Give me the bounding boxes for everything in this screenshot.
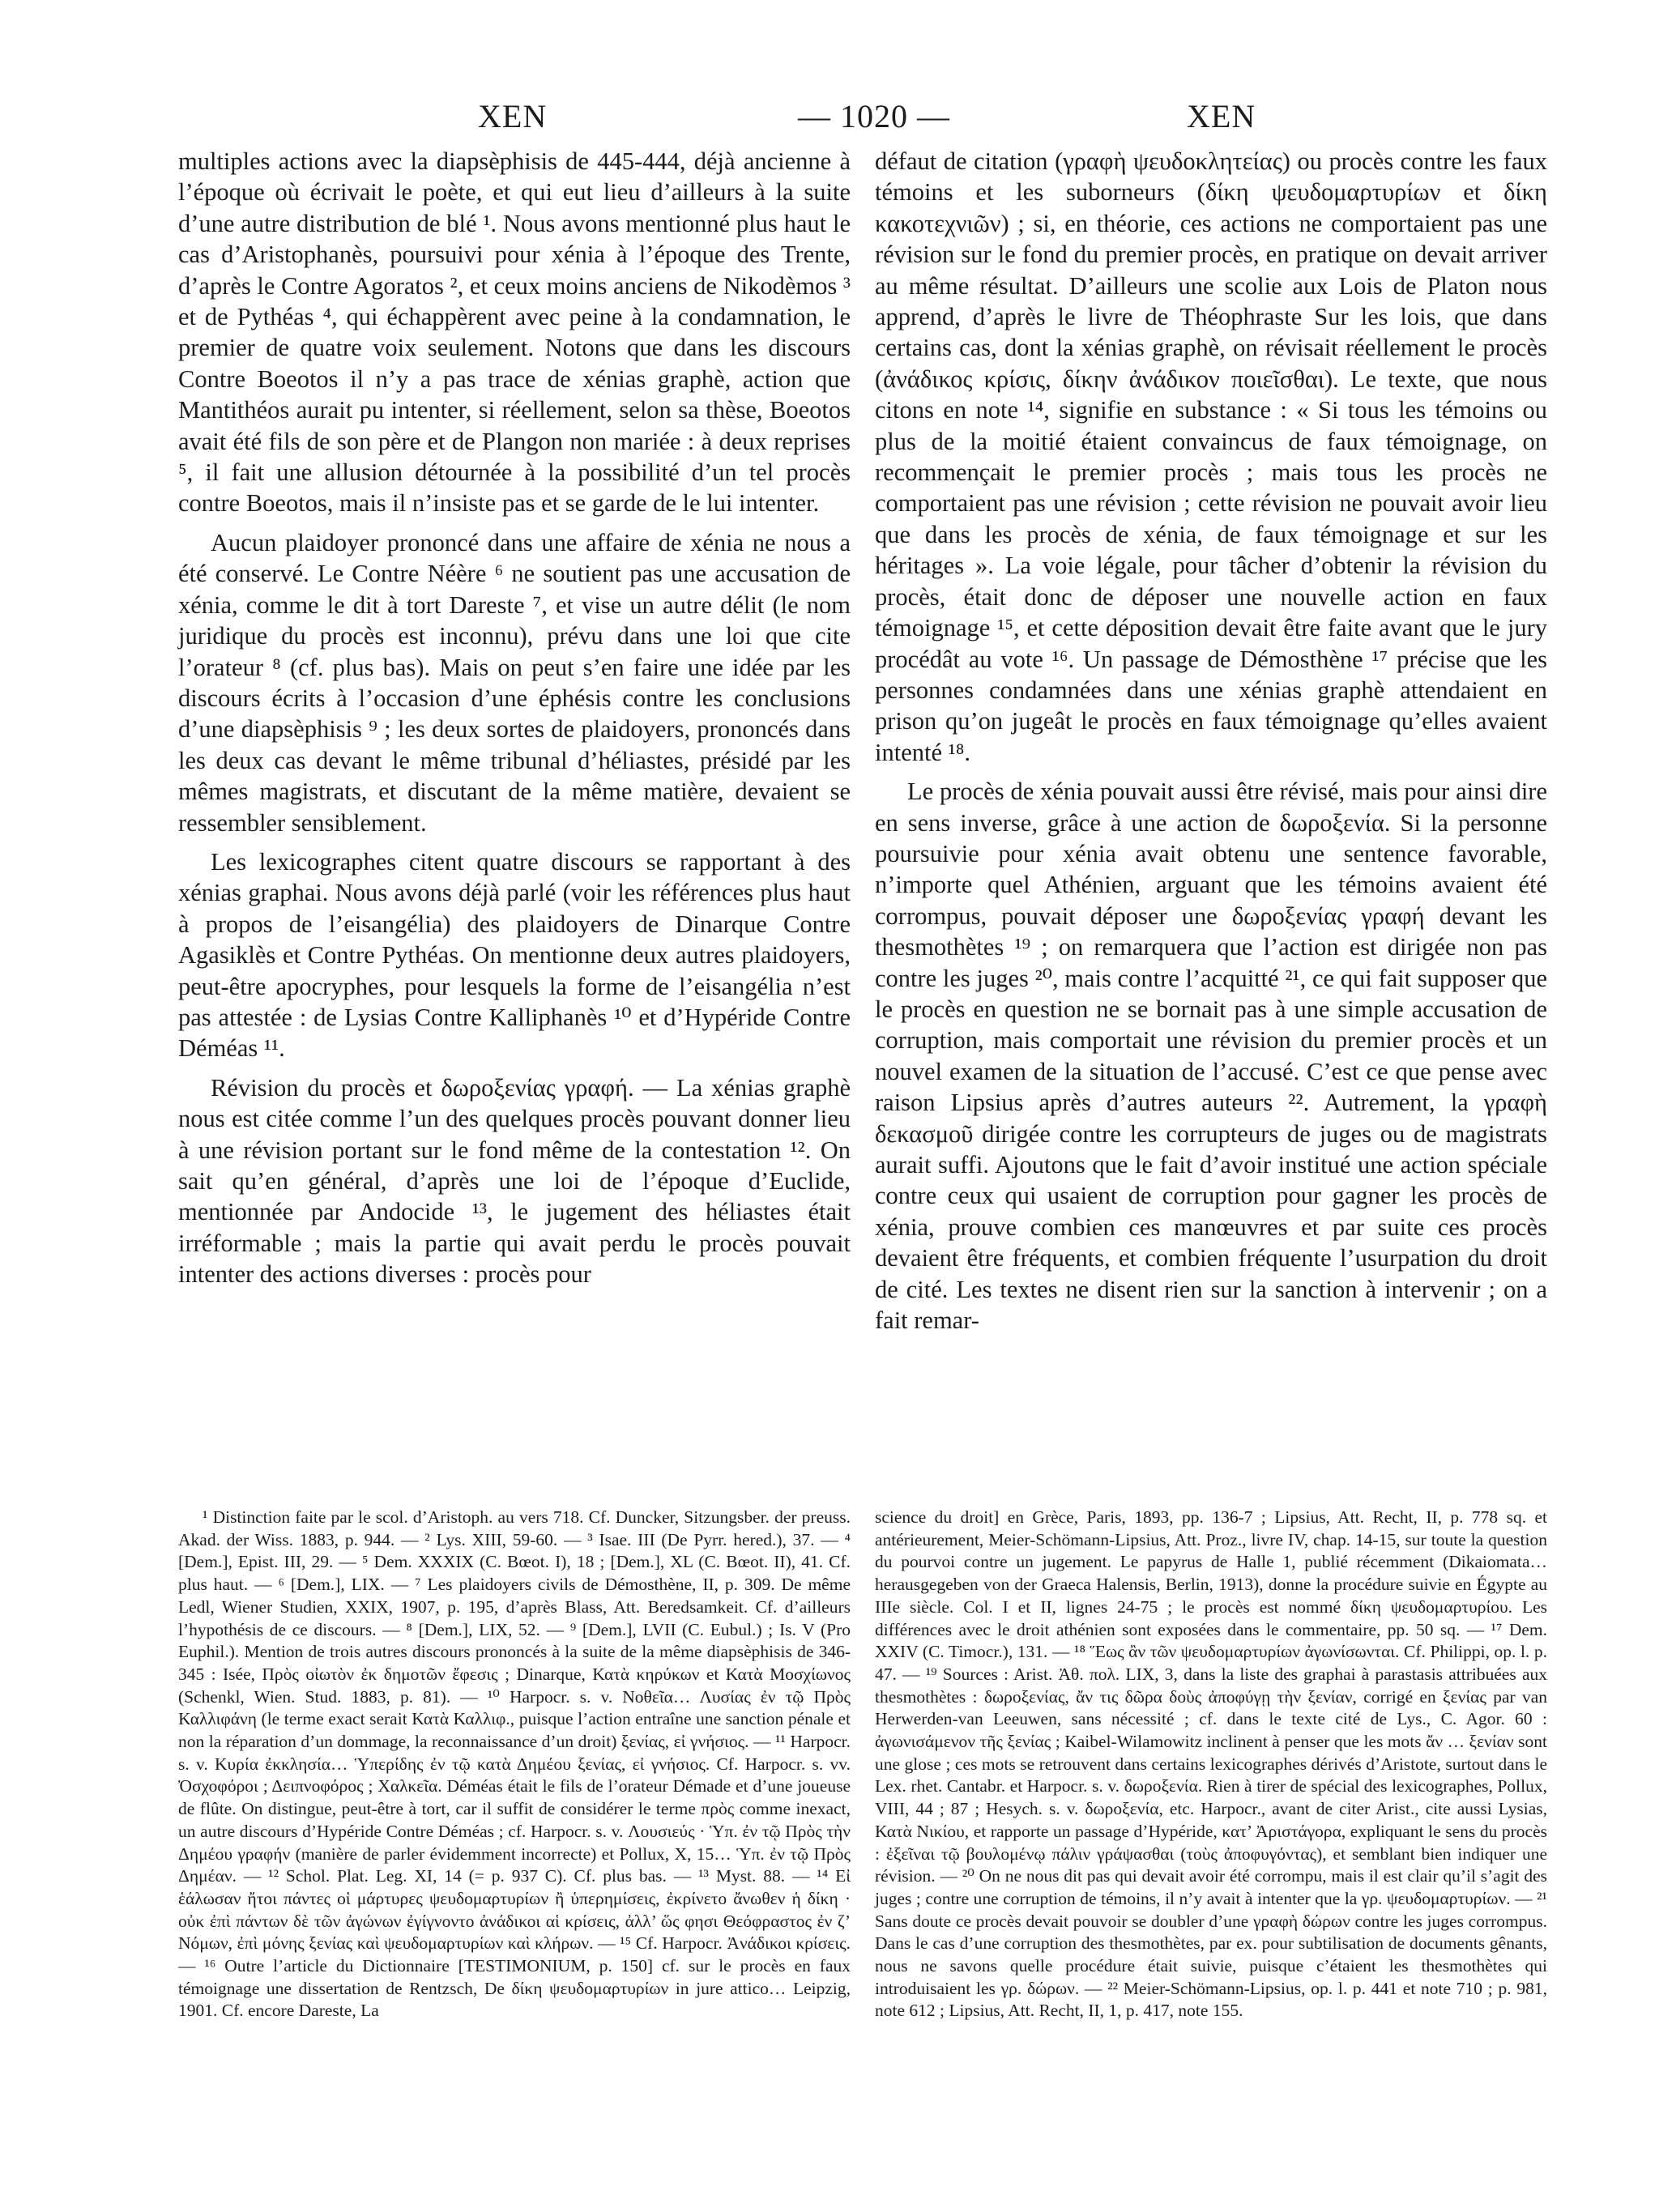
running-head-right: XEN — [1187, 98, 1256, 134]
right-paragraph-2: Le procès de xénia pouvait aussi être révisé, mais pour ainsi dire en sens inverse, grâce à une action de δωροξενία. Si la personne poursuivie pour xénia avait obtenu une sentence favorable, n’importe quel Athénien, arguant que les témoins avaient été corrompus, pouvait déposer une δωροξενίας γραφή devant les thesmothètes ¹⁹ ; on remarquera que l’action est dirigée non pas contre les juges ²⁰, mais contre l’acquitté ²¹, ce qui fait supposer que le procès en question ne se bornait pas à une simple accusation de corruption, mais comportait une révision du premier procès et un nouvel examen de la situation de l’accusé. C’est ce que pense avec raison Lipsius après d’autres auteurs ²². Autrement, la γραφὴ δεκασμοῦ dirigée contre les corrupteurs de juges ou de magistrats aurait suffi. Ajoutons que le fait d’avoir institué une action spéciale contre ceux qui usaient de corruption pour gagner les procès de xénia, prouve combien ces manœuvres et par suite ces procès devaient être fréquents, et combien fréquente l’usurpation du droit de cité. Les textes ne disent rien sur la sanction à intervenir ; on a fait remar- — [875, 778, 1547, 1335]
left-paragraph-4: Révision du procès et δωροξενίας γραφή. — La xénias graphè nous est citée comme l’un des quelques procès pouvant donner lieu à une révision portant sur le fond même de la contestation ¹². On sait qu’en général, d’après une loi de l’époque d’Euclide, mentionnée par Andocide ¹³, le jugement des héliastes était irréformable ; mais la partie qui avait perdu le procès pouvait intenter des actions diverses : procès pour — [178, 1073, 851, 1289]
left-paragraph-1: multiples actions avec la diapsèphisis de 445-444, déjà ancienne à l’époque où écrivait le poète, et qui eut lieu d’ailleurs à la suite d’une autre distribution de blé ¹. Nous avons mentionné plus haut le cas d’Aristophanès, poursuivi pour xénia à l’époque des Trente, d’après le Contre Agoratos ², et ceux moins anciens de Nikodèmos ³ et de Pythéas ⁴, qui échappèrent avec peine à la condamnation, le premier de quatre voix seulement. Notons que dans les discours Contre Boeotos il n’y a pas trace de xénias graphè, action que Mantithéos aurait pu intenter, si réellement, selon sa thèse, Boeotos avait été fils de son père et de Plangon non mariée : à deux reprises ⁵, il fait une allusion détournée à la possibilité d’un tel procès contre Boeotos, mais il n’insiste pas et se garde de le lui intenter. — [178, 147, 851, 518]
left-paragraph-3: Les lexicographes citent quatre discours se rapportant à des xénias graphai. Nous avons déjà parlé (voir les références plus haut à propos de l’eisangélia) des plaidoyers de Dinarque Contre Agasiklès et Contre Pythéas. On mentionne deux autres plaidoyers, peut-être apocryphes, pour lesquels la forme de l’eisangélia n’est pas attestée : de Lysias Contre Kalliphanès ¹⁰ et d’Hypéride Contre Déméas ¹¹. — [178, 847, 851, 1063]
footnotes-right — [875, 1507, 1547, 2022]
left-column — [178, 146, 851, 1298]
footnote-block-left: ¹ Distinction faite par le scol. d’Aristoph. au vers 718. Cf. Duncker, Sitzungsber. der preuss. Akad. der Wiss. 1883, p. 944. — ² Lys. XIII, 59-60. — ³ Isae. III (De Pyrr. hered.), 37. — ⁴ [Dem.], Epist. III, 29. — ⁵ Dem. XXXIX (C. Bœot. I), 18 ; [Dem.], XL (C. Bœot. II), 41. Cf. plus haut. — ⁶ [Dem.], LIX. — ⁷ Les plaidoyers civils de Démosthène, II, p. 309. De même Ledl, Wiener Studien, XXIX, 1907, p. 195, d’après Blass, Att. Beredsamkeit. Cf. d’ailleurs l’hypothésis de ce discours. — ⁸ [Dem.], LIX, 52. — ⁹ [Dem.], LVII (C. Eubul.) ; Is. V (Pro Euphil.). Mention de trois autres discours prononcés à la suite de la même diapsèphisis de 346-345 : Isée, Πρὸς οἰωτὸν ἐκ δημοτῶν ἔφεσις ; Dinarque, Κατὰ κηρύκων et Κατὰ Μοσχίωνος (Schenkl, Wien. Stud. 1883, p. 81). — ¹⁰ Harpocr. s. v. Νοθεῖα… Λυσίας ἐν τῷ Πρὸς Καλλιφάνη (le terme exact serait Κατὰ Καλλιφ., puisque l’action entraîne une sanction pénale et non la réparation d’un dommage, la reconnaissance d’un droit) ξενίας, εἰ γνήσιος. — ¹¹ Harpocr. s. v. Κυρία ἐκκλησία… Ὑπερίδης ἐν τῷ κατὰ Δημέου ξενίας, εἰ γνήσιος. Cf. Harpocr. s. vv. Ὀσχοφόροι ; Δειπνοφόρος ; Χαλκεῖα. Déméas était le fils de l’orateur Démade et d’une joueuse de flûte. On distingue, peut-être à tort, car il suffit de considérer le terme πρὸς comme inexact, un autre discours d’Hypéride Contre Déméas ; cf. Harpocr. s. v. Λουσιεύς · Ὑπ. ἐν τῷ Πρὸς τὴν Δημέου γραφήν (manière de parler évidemment incorrecte) et Pollux, X, 15… Ὑπ. ἐν τῷ Πρὸς Δημέαν. — ¹² Schol. Plat. Leg. XI, 14 (= p. 937 C). Cf. plus bas. — ¹³ Myst. 88. — ¹⁴ Εἰ ἑάλωσαν ἤτοι πάντες οἱ μάρτυρες ψευδομαρτυρίων ἢ ὑπερημίσεις, ἐκρίνετο ἄνωθεν ἡ δίκη · οὐκ ἐπὶ πάντων δὲ τῶν ἀγώνων ἐγίγνοντο ἀνάδικοι αἱ κρίσεις, ἀλλ’ ὥς φησι Θεόφραστος ἐν ζ’ Νόμων, ἐπὶ μόνης ξενίας καὶ ψευδομαρτυρίων καὶ κλήρων. — ¹⁵ Cf. Harpocr. Ἀνάδικοι κρίσεις. — ¹⁶ Outre l’article du Dictionnaire [TESTIMONIUM, p. 150] cf. sur le procès en faux témoignage une dissertation de Rentzsch, De δίκη ψευδομαρτυρίων in jure attico… Leipzig, 1901. Cf. encore Dareste, La — [178, 1507, 851, 2021]
footnotes-left — [178, 1507, 851, 2022]
right-paragraph-1: défaut de citation (γραφὴ ψευδοκλητείας) ou procès contre les faux témoins et les suborneurs (δίκη ψευδομαρτυρίων et δίκη κακοτεχνιῶν) ; si, en théorie, ces actions ne comportaient pas une révision sur le fond du premier procès, en pratique on devait arriver au même résultat. D’ailleurs une scolie aux Lois de Platon nous apprend, d’après le livre de Théophraste Sur les lois, que dans certains cas, dont la xénias graphè, on révisait réellement le procès (ἀνάδικος κρίσις, δίκην ἀνάδικον ποιεῖσθαι). Le texte, que nous citons en note ¹⁴, signifie en substance : « Si tous les témoins ou plus de la moitié étaient convaincus de faux témoignage, on recommençait le premier procès ; mais tous les procès ne comportaient pas une révision ; cette révision ne pouvait avoir lieu que dans les procès de xénia, de faux témoignage et sur les héritages ». La voie légale, pour tâcher d’obtenir la révision du procès, était donc de déposer une nouvelle action en faux témoignage ¹⁵, et cette déposition devait être faite avant que le jury procédât au vote ¹⁶. Un passage de Démosthène ¹⁷ précise que les personnes condamnées dans une xénias graphè attendaient en prison qu’on jugeât le procès en faux témoignage qu’elles avaient intenté ¹⁸. — [875, 147, 1547, 766]
running-head-left: XEN — [478, 98, 548, 134]
page-number: — 1020 — — [798, 98, 950, 134]
footnote-block-right: science du droit] en Grèce, Paris, 1893, pp. 136-7 ; Lipsius, Att. Recht, II, p. 778 sq. et antérieurement, Meier-Schömann-Lipsius, Att. Proz., livre IV, chap. 14-15, sur toute la question du pourvoi contre un jugement. Le papyrus de Halle 1, publié récemment (Dikaiomata… herausgegeben von der Graeca Halensis, Berlin, 1913), donne la procédure suivie en Égypte au IIIe siècle. Col. I et II, lignes 24-75 ; le procès est nommé δίκη ψευδομαρτυρίου. Les différences avec le droit athénien sont exposées dans le commentaire, pp. 50 sq. — ¹⁷ Dem. XXIV (C. Timocr.), 131. — ¹⁸ Ἕως ἂν τῶν ψευδομαρτυρίων ἀγωνίσωνται. Cf. Philippi, op. l. p. 47. — ¹⁹ Sources : Arist. Ἀθ. πολ. LIX, 3, dans la liste des graphai à parastasis attribuées aux thesmothètes : δωροξενίας, ἄν τις δῶρα δοὺς ἀποφύγῃ τὴν ξενίαν, corrigé en ξενίας par van Herwerden-van Leeuwen, sans nécessité ; cf. dans le texte cité de Lys., C. Agor. 60 : ἀγωνισάμενον τῆς ξενίας ; Kaibel-Wilamowitz inclinent à penser que les mots ἄν … ξενίαν sont une glose ; ces mots se retrouvent dans certains lexicographes dérivés d’Aristote, surtout dans le Lex. rhet. Cantabr. et Harpocr. s. v. δωροξενία. Rien à tirer de spécial des lexicographes, Pollux, VIII, 44 ; 87 ; Hesych. s. v. δωροξενία, etc. Harpocr., avant de citer Arist., cite aussi Lysias, Κατὰ Νικίου, et rapporte un passage d’Hypéride, κατ’ Ἀριστάγορα, expliquant le sens du procès : ἐξεῖναι τῷ βουλομένῳ πάλιν γράψασθαι (τοὺς ἀποφυγόντας), et semblant bien indiquer une révision. — ²⁰ On ne nous dit pas qui devait avoir été corrompu, mais il est clair qu’il s’agit des juges ; contre une corruption de témoins, il n’y avait à intenter que la γρ. ψευδομαρτυρίων. — ²¹ Sans doute ce procès devait pouvoir se doubler d’une γραφὴ δώρων contre les juges corrompus. Dans le cas d’une corruption des thesmothètes, par ex. pour subtilisation de documents gênants, nous ne savons quelle procédure était suivie, puisque c’étaient les thesmothètes qui introduisaient les γρ. δώρων. — ²² Meier-Schömann-Lipsius, op. l. p. 441 et note 710 ; p. 981, note 612 ; Lipsius, Att. Recht, II, 1, p. 417, note 155. — [875, 1507, 1547, 2021]
left-paragraph-2: Aucun plaidoyer prononcé dans une affaire de xénia ne nous a été conservé. Le Contre Néère ⁶ ne soutient pas une accusation de xénia, comme le dit à tort Dareste ⁷, et vise un autre délit (le nom juridique du procès est inconnu), prévu dans une loi que cite l’orateur ⁸ (cf. plus bas). Mais on peut s’en faire une idée par les discours écrits à l’occasion d’une éphésis contre les conclusions d’une diapsèphisis ⁹ ; les deux sortes de plaidoyers, prononcés dans les deux cas devant le même tribunal d’héliastes, présidé par les mêmes magistrats, et discutant de la même matière, devaient se ressembler sensiblement. — [178, 528, 851, 837]
right-column — [875, 146, 1547, 1344]
